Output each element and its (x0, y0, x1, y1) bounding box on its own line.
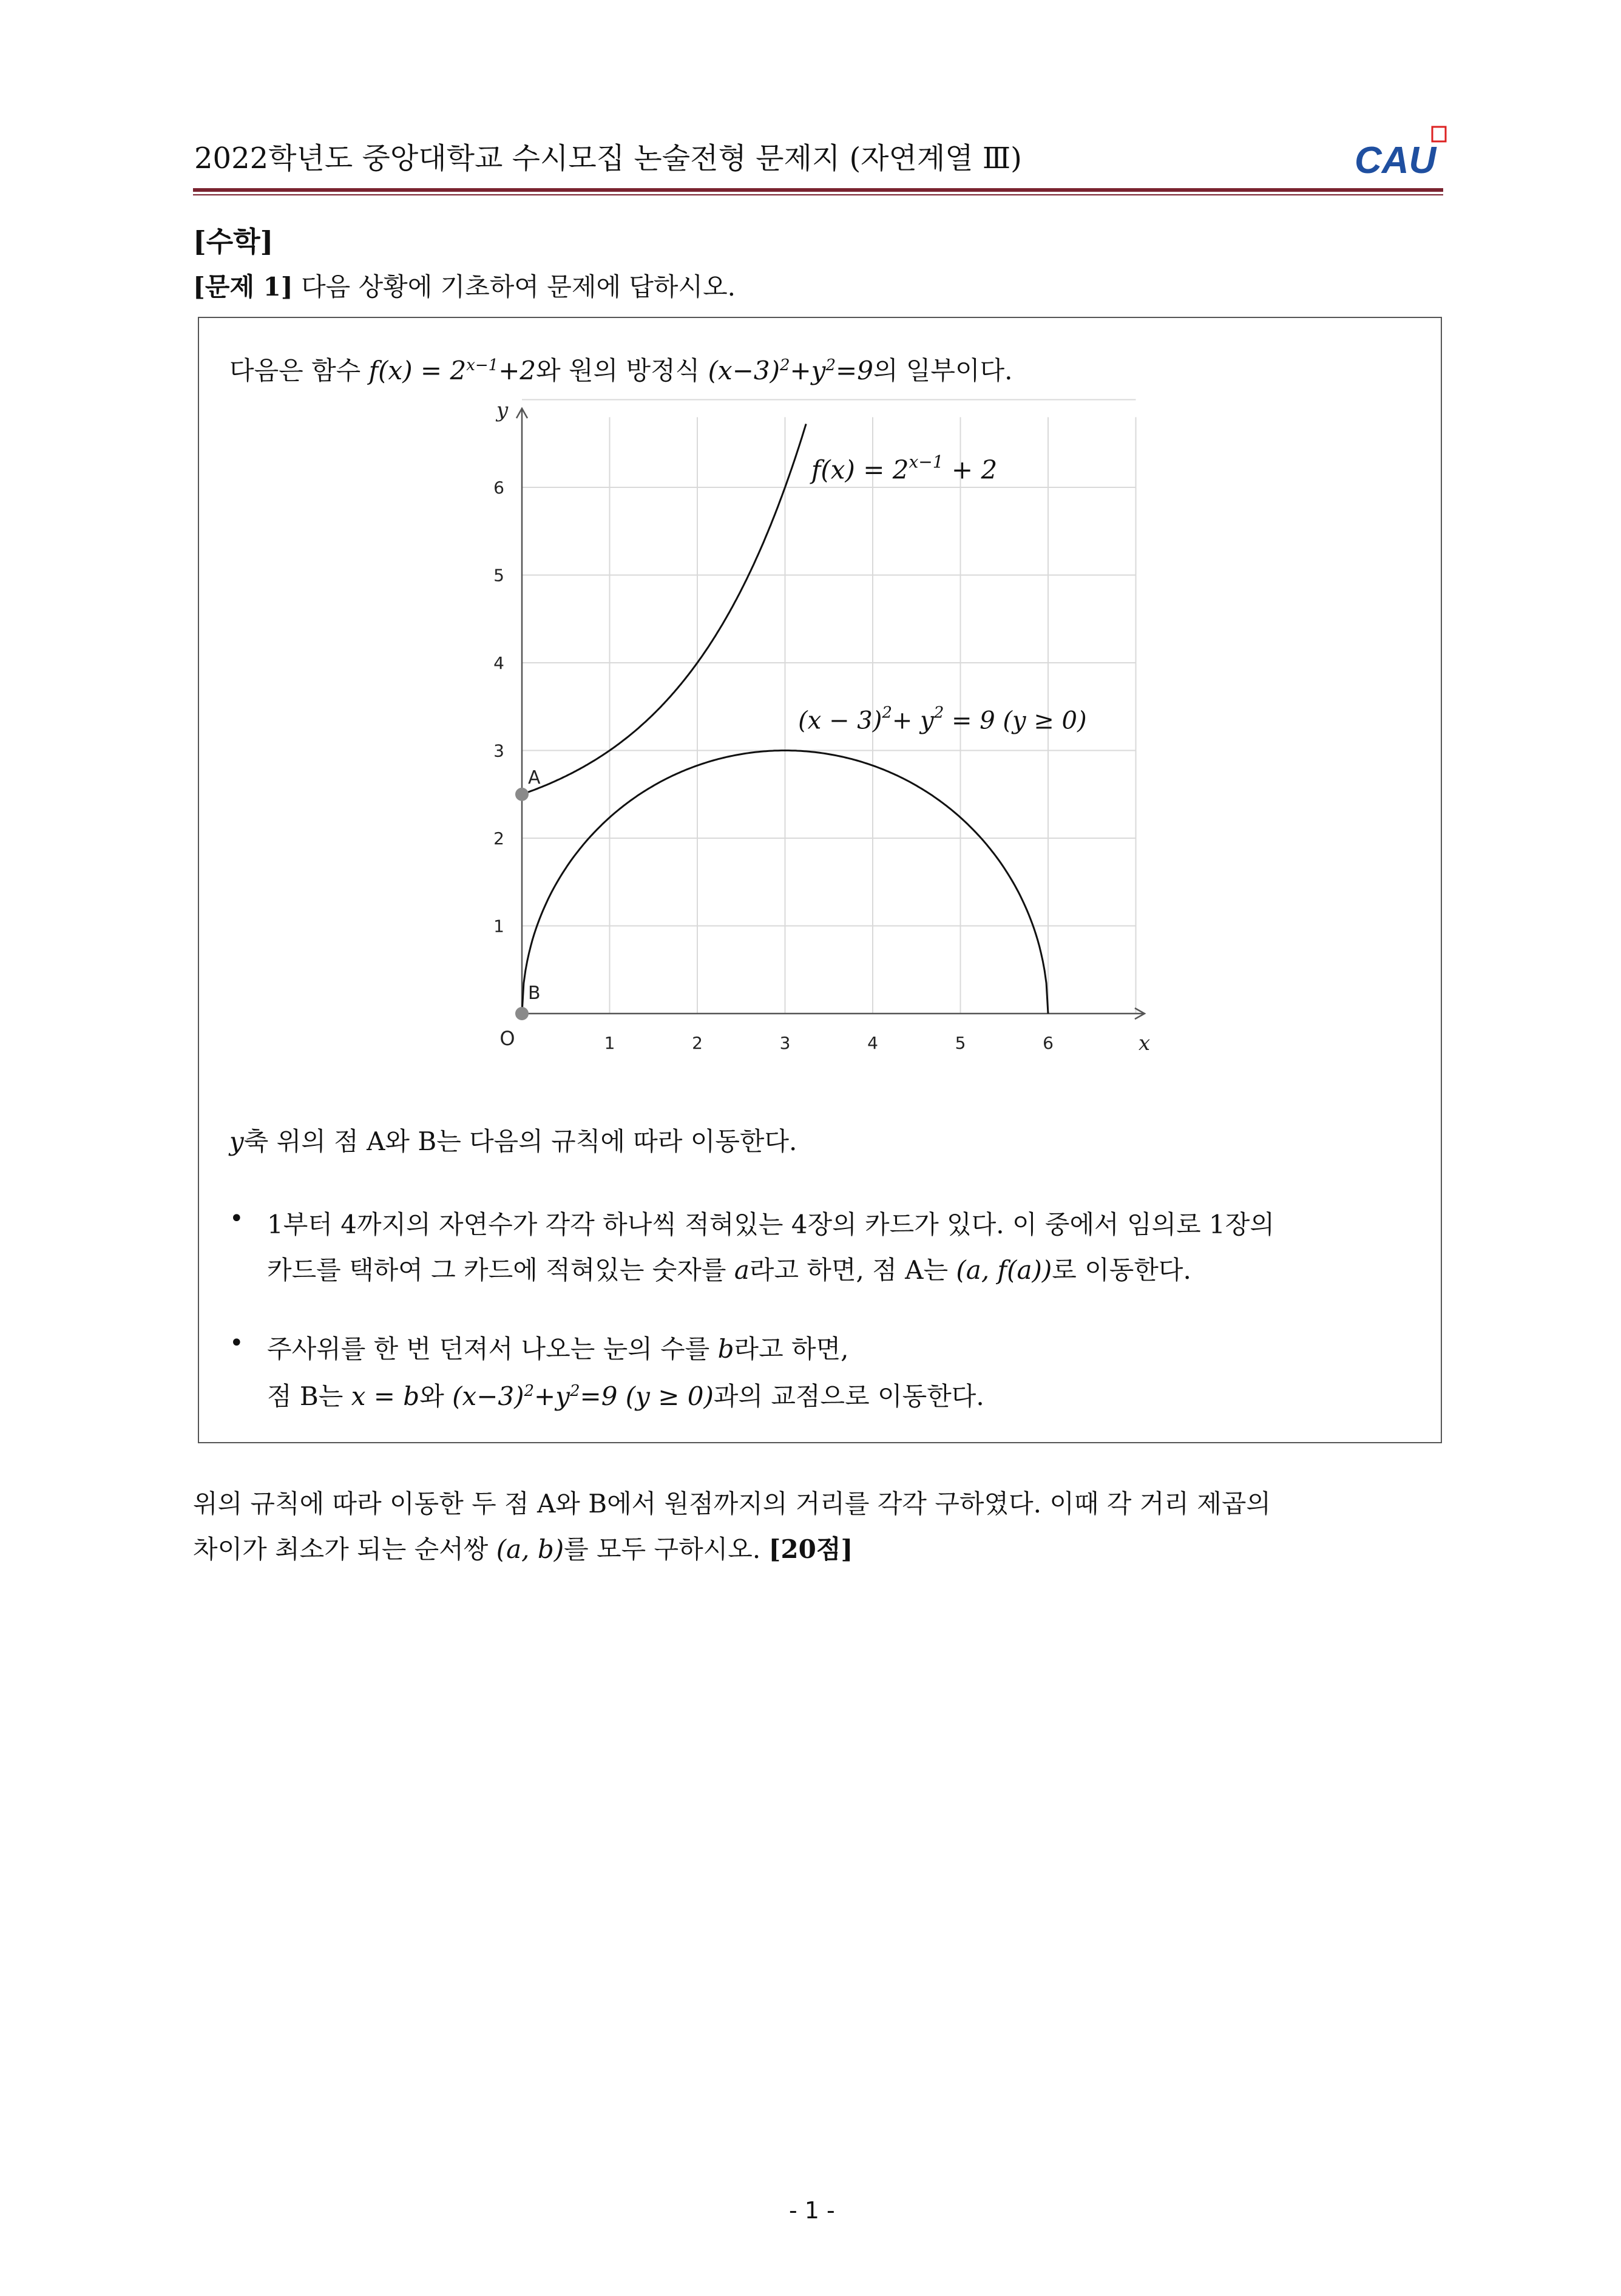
y-axis-label: y (496, 398, 509, 422)
intro-text: 다음은 함수 (229, 356, 361, 385)
bullet-dot-2: • (229, 1329, 244, 1357)
function-graph (479, 398, 1153, 1062)
bullet1-coord: (a, f(a)) (956, 1255, 1052, 1285)
x-tick-label: 2 (692, 1033, 703, 1053)
point-a (515, 788, 529, 801)
box-intro (229, 351, 1013, 387)
bullet-dot-1: • (229, 1205, 244, 1233)
bullet2-line1: 주사위를 한 번 던져서 나오는 눈의 수를 b라고 하면, (267, 1334, 849, 1364)
point-label-b: B (528, 983, 541, 1004)
header-rule-thin (193, 194, 1443, 195)
intro-post: 의 일부이다. (873, 356, 1013, 385)
header-rule-thick (193, 188, 1443, 192)
problem-heading (193, 267, 736, 303)
point-label-a: A (528, 767, 541, 788)
x-tick-label: 1 (604, 1033, 615, 1053)
rule-intro (229, 1122, 797, 1158)
intro-circle: $(x-3)^2+y^2=9$ (708, 356, 873, 385)
cau-logo (1352, 124, 1449, 182)
y-tick-label: 5 (493, 565, 504, 586)
x-tick-label: 4 (867, 1033, 878, 1053)
point-b (515, 1007, 529, 1020)
problem-label: [문제 1] (193, 272, 293, 302)
rule-intro-var: y (229, 1126, 244, 1156)
origin-label: O (499, 1027, 515, 1050)
bullet2-cond: (y ≥ 0) (625, 1381, 714, 1411)
exponential-label: $f(x) = 2^{x-1} + 2$ (811, 452, 998, 485)
page-number: - 1 - (789, 2197, 835, 2224)
bullet1-line1: 1부터 4까지의 자연수가 각각 하나씩 적혀있는 4장의 카드가 있다. 이 중에서 임의로 1장의 (267, 1210, 1274, 1239)
x-tick-label: 3 (779, 1033, 791, 1053)
section-title: [수학] (193, 225, 274, 258)
question-points: [20점] (768, 1534, 853, 1564)
problem-instruction: 다음 상황에 기초하여 문제에 답하시오. (301, 272, 736, 302)
x-tick-label: 5 (955, 1033, 966, 1053)
question-pair: (a, b) (496, 1534, 564, 1564)
y-tick-label: 1 (493, 916, 504, 936)
y-tick-label: 2 (493, 828, 504, 848)
bullet2-circle: $(x-3)^2+y^2=9$ (452, 1381, 618, 1411)
bullet2-line2: 점 B는 x = b와 $(x-3)^2+y^2=9$ (y ≥ 0)과의 교점으로 이동한다. (267, 1381, 984, 1411)
bullet2-eq: x = b (351, 1381, 420, 1411)
page-header-title: 2022학년도 중앙대학교 수시모집 논술전형 문제지 (자연계열 Ⅲ) (194, 141, 1022, 175)
bullet1-line2: 카드를 택하여 그 카드에 적혀있는 숫자를 a라고 하면, 점 A는 (a, f(a))로 이동한다. (267, 1255, 1191, 1285)
intro-mid: 와 원의 방정식 (536, 356, 700, 385)
question-line1: 위의 규칙에 따라 이동한 두 점 A와 B에서 원점까지의 거리를 각각 구하였다. 이때 각 거리 제곱의 (193, 1489, 1271, 1519)
y-tick-label: 6 (493, 478, 504, 498)
bullet1-var: a (734, 1255, 750, 1285)
x-axis-label: x (1138, 1031, 1151, 1055)
semicircle-label: $(x - 3)^2+ y^2 = 9$ (y ≥ 0) (798, 703, 1087, 735)
y-tick-label: 3 (493, 740, 504, 761)
exponential-curve (522, 424, 806, 794)
intro-function: $f(x) = 2^{x-1}+2$ (368, 356, 536, 385)
x-tick-label: 6 (1043, 1033, 1054, 1053)
question-line2: 차이가 최소가 되는 순서쌍 (a, b)를 모두 구하시오. [20점] (193, 1534, 853, 1564)
bullet2-var: b (717, 1334, 734, 1364)
svg-text:CAU: CAU (1355, 140, 1437, 181)
y-tick-label: 4 (493, 653, 504, 673)
rule-intro-text: 축 위의 점 A와 B는 다음의 규칙에 따라 이동한다. (243, 1126, 797, 1156)
